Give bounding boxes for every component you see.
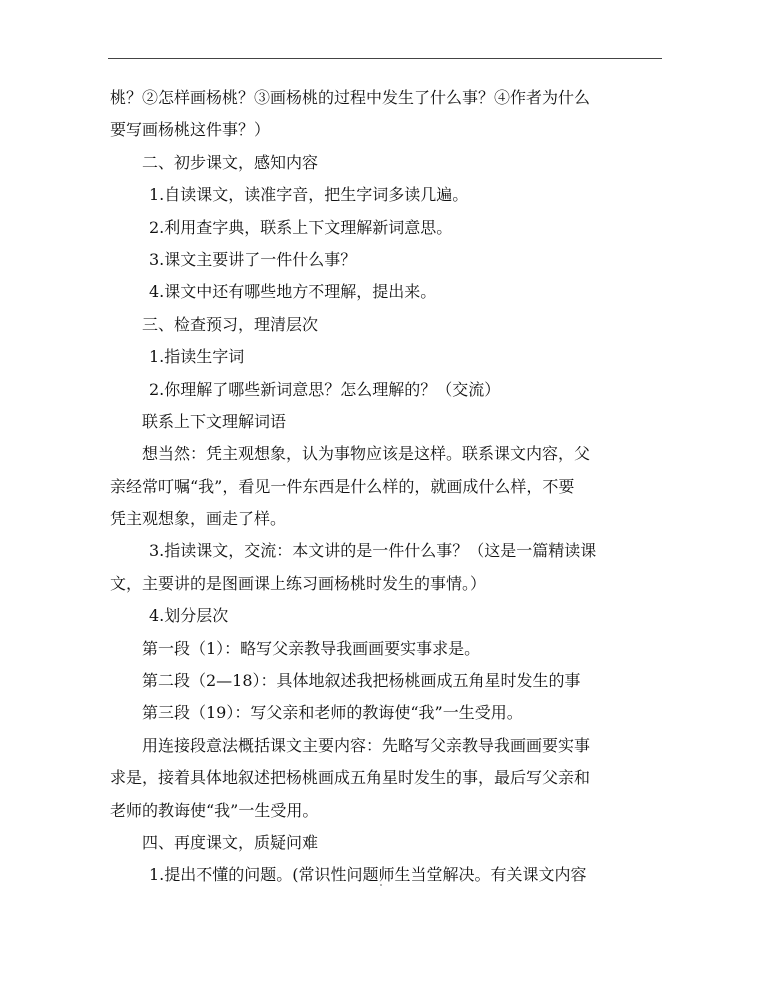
numbered-item: 3.指读课文，交流：本文讲的是一件什么事？（这是一篇精读课 <box>149 541 597 561</box>
numbered-item: 1.自读课文，读准字音，把生字词多读几遍。 <box>149 185 469 205</box>
section-heading: 二、初步课文，感知内容 <box>142 152 319 172</box>
section-heading: 三、检查预习，理清层次 <box>142 314 319 334</box>
text-line-continuation: 老师的教诲使“我”一生受用。 <box>110 800 319 820</box>
speck-mark <box>380 884 382 886</box>
numbered-item: 1.指读生字词 <box>149 347 245 367</box>
paragraph-line: 联系上下文理解词语 <box>142 411 287 431</box>
text-line-continuation: 亲经常叮嘱“我”，看见一件东西是什么样的，就画成什么样，不要 <box>110 476 575 496</box>
numbered-item: 4.划分层次 <box>149 606 229 626</box>
text-line-continuation: 桃？②怎样画杨桃？③画杨桃的过程中发生了什么事？④作者为什么 <box>110 88 591 107</box>
paragraph-line: 第一段（1）：略写父亲教导我画画要实事求是。 <box>142 638 481 658</box>
text-line-continuation: 求是，接着具体地叙述把杨桃画成五角星时发生的事，最后写父亲和 <box>110 768 591 788</box>
paragraph-line: 第二段（2—18）：具体地叙述我把杨桃画成五角星时发生的事 <box>142 671 581 691</box>
numbered-item: 1.提出不懂的问题。(常识性问题师生当堂解决。有关课文内容 <box>149 865 587 885</box>
header-rule <box>108 58 662 59</box>
paragraph-line: 想当然：凭主观想象，认为事物应该是这样。联系课文内容，父 <box>142 444 591 464</box>
numbered-item: 4.课文中还有哪些地方不理解，提出来。 <box>149 282 437 302</box>
text-line-continuation: 要写画杨桃这件事？） <box>110 120 271 140</box>
document-body <box>110 82 666 892</box>
text-line-continuation: 凭主观想象，画走了样。 <box>110 509 287 529</box>
numbered-item: 2.你理解了哪些新词意思？怎么理解的？（交流） <box>149 379 501 399</box>
numbered-item: 2.利用查字典，联系上下文理解新词意思。 <box>149 217 453 237</box>
section-heading: 四、再度课文，质疑问难 <box>142 832 319 852</box>
paragraph-line: 用连接段意法概括课文主要内容：先略写父亲教导我画画要实事 <box>142 735 591 755</box>
text-line-continuation: 文，主要讲的是图画课上练习画杨桃时发生的事情。） <box>110 573 487 593</box>
numbered-item: 3.课文主要讲了一件什么事？ <box>149 249 357 269</box>
paragraph-line: 第三段（19）：写父亲和老师的教诲使“我”一生受用。 <box>142 703 523 723</box>
